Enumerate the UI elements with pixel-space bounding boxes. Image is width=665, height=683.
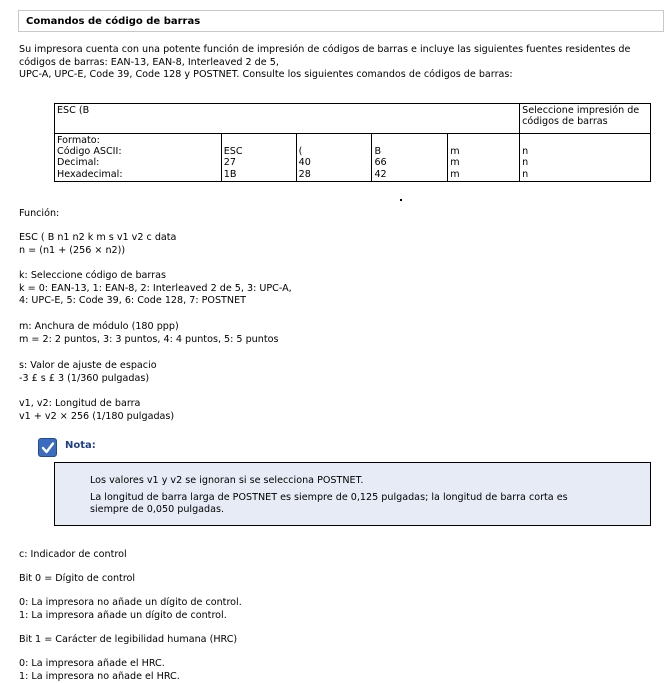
table-row (55, 134, 651, 182)
s-line: s: Valor de ajuste de espacio (19, 360, 157, 371)
option-line: 0: La impresora añade el HRC. (19, 658, 165, 669)
k-line: k = 0: EAN-13, 1: EAN-8, 2: Interleaved 2 de 5, 3: UPC-A, (19, 282, 292, 294)
k-line: 4: UPC-E, 5: Code 39, 6: Code 128, 7: POSTNET (19, 295, 246, 307)
value-cell: B 66 42 (372, 134, 448, 182)
value-cell: ESC 27 1B (221, 134, 296, 182)
syntax-line: ESC ( B n1 n2 k m s v1 v2 c data (19, 232, 177, 243)
bit0-title: Bit 0 = Dígito de control (19, 573, 136, 584)
table-header-row (55, 104, 651, 134)
check-icon (38, 438, 57, 457)
label-hex: Hexadecimal: (57, 168, 123, 180)
s-block (19, 360, 157, 385)
bit1-title: Bit 1 = Carácter de legibilidad humana (HRC) (19, 634, 238, 645)
value-cell: ( 40 28 (296, 134, 372, 182)
label-decimal: Decimal: (57, 157, 100, 169)
intro-line: UPC-A, UPC-E, Code 39, Code 128 y POSTNET. Consulte los siguientes comandos de códigos de barras: (19, 69, 513, 81)
section-title: Comandos de código de barras (18, 10, 664, 32)
command-cell: ESC (B (55, 104, 520, 134)
intro-paragraph (19, 44, 664, 82)
value-cell: m m m (448, 134, 520, 182)
option-line: 0: La impresora no añade un dígito de control. (19, 597, 242, 608)
value-cell: n n n (520, 134, 651, 182)
note-text: La longitud de barra larga de POSTNET es siempre de 0,125 pulgadas; la longitud de barra corta es (90, 492, 568, 503)
funcion-heading: Función: (19, 208, 60, 219)
label-ascii: Código ASCII: (57, 146, 122, 158)
command-table (54, 103, 651, 182)
label-formato: Formato: (57, 135, 100, 146)
bit1-options (19, 658, 180, 683)
s-line: -3 £ s £ 3 (1/360 pulgadas) (19, 372, 150, 384)
v-line: v1, v2: Longitud de barra (19, 398, 141, 409)
labels-cell (55, 134, 222, 182)
v-line: v1 + v2 × 256 (1/180 pulgadas) (19, 410, 175, 422)
bit0-options (19, 597, 242, 622)
k-block (19, 270, 292, 308)
k-line: k: Seleccione código de barras (19, 270, 167, 281)
note-label: Nota: (65, 440, 96, 451)
intro-line: códigos de barras: EAN-13, EAN-8, Interleaved 2 de 5, (19, 56, 279, 68)
syntax-block (19, 232, 176, 257)
syntax-line: n = (n1 + (256 × n2)) (19, 244, 126, 256)
m-line: m = 2: 2 puntos, 3: 3 puntos, 4: 4 puntos, 5: 5 puntos (19, 333, 279, 345)
option-line: 1: La impresora no añade el HRC. (19, 670, 180, 682)
note-text: siempre de 0,050 pulgadas. (90, 504, 225, 515)
note-text: Los valores v1 y v2 se ignoran si se selecciona POSTNET. (90, 475, 364, 486)
note-box (54, 462, 651, 526)
option-line: 1: La impresora añade un dígito de control. (19, 609, 227, 621)
v-block (19, 398, 174, 423)
description-cell: Seleccione impresión de códigos de barras (520, 104, 651, 134)
m-line: m: Anchura de módulo (180 ppp) (19, 321, 179, 332)
m-block (19, 321, 278, 346)
stray-dot (400, 199, 402, 201)
c-title: c: Indicador de control (19, 549, 127, 560)
intro-line: Su impresora cuenta con una potente función de impresión de códigos de barras e incluye las siguientes fuentes residentes de (19, 44, 631, 55)
